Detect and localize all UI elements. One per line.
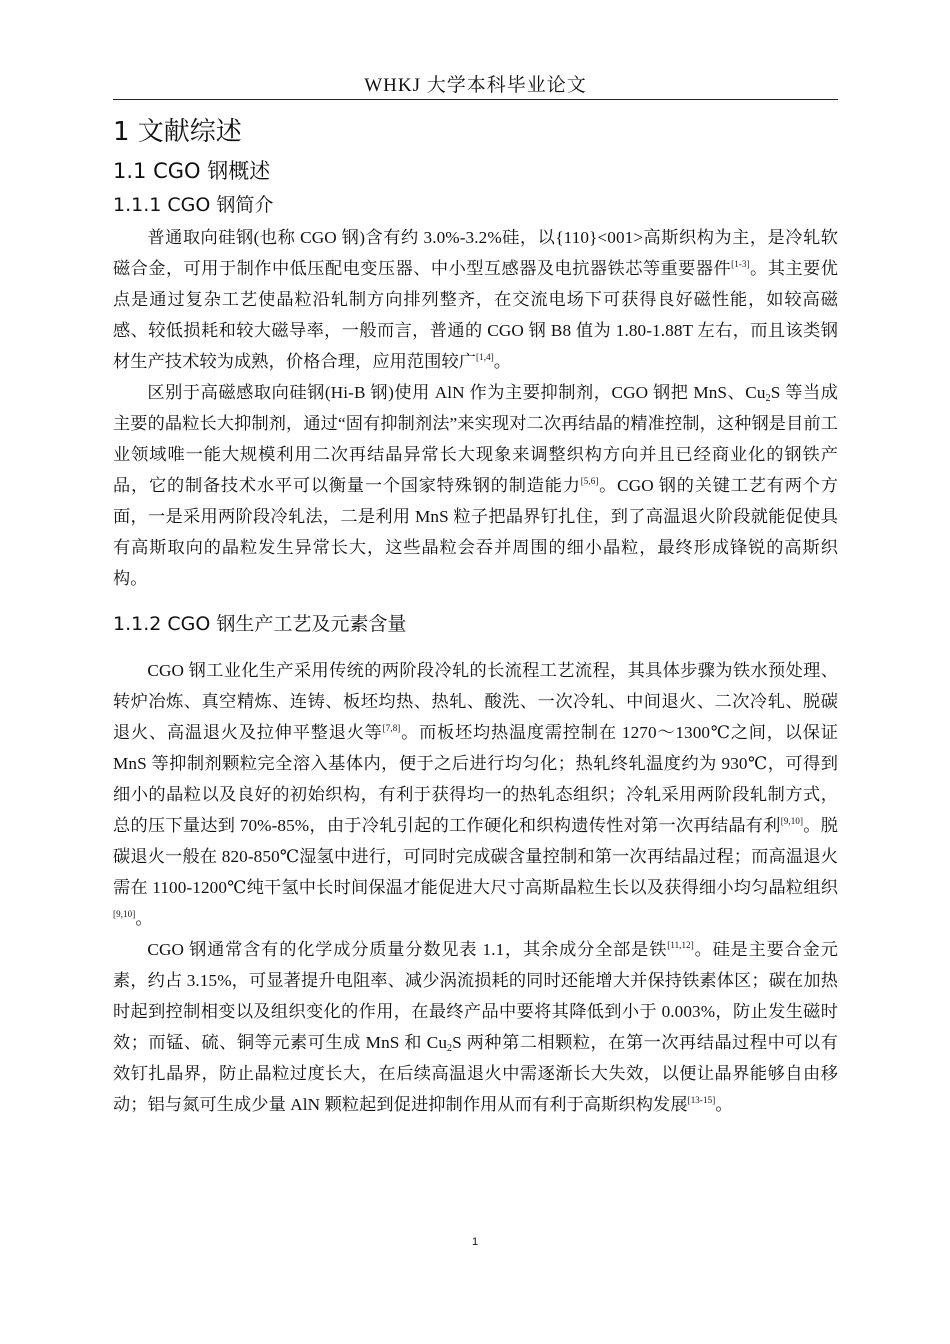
subsection-title-1-1-2: 1.1.2 CGO 钢生产工艺及元素含量 bbox=[113, 613, 407, 635]
citation[interactable]: [1,4] bbox=[476, 352, 494, 362]
citation[interactable]: [9,10] bbox=[780, 816, 804, 826]
citation[interactable]: [5,6] bbox=[580, 476, 599, 486]
section-title-1-1: 1.1 CGO 钢概述 bbox=[113, 159, 271, 183]
paragraph-cgo-intro: 普通取向硅钢(也称 CGO 钢)含有约 3.0%-3.2%硅，以{110}<001>高斯织构为主，是冷轧软磁合金，可用于制作中低压配电变压器、中小型互感器及电抗器铁芯等重要器件[1-3]。其主要优点是通过复杂工艺使晶粒沿轧制方向排列整齐，在交流电场下可获得良好磁性能，如较高磁感、较低损耗和较大磁导率，一般而言，普通的 CGO 钢 B8 值为 1.80-1.88T 左右，而且该类钢材生产技术较为成熟，价格合理，应用范围较广[1,4]。 bbox=[113, 228, 838, 371]
subsection-title-1-1-1: 1.1.1 CGO 钢简介 bbox=[113, 194, 274, 216]
paragraph-composition: CGO 钢通常含有的化学成分质量分数见表 1.1，其余成分全部是铁[11,12]。硅是主要合金元素，约占 3.15%，可显著提升电阻率、减少涡流损耗的同时还能增大并保持铁素体区；碳在加热时起到控制相变以及组织变化的作用，在最终产品中要将其降低到小于 0.003%，防止发生磁时效；而锰、硫、铜等元素可生成 MnS 和 $Cu_2S$ 两种第二相颗粒，在第一次再结晶过程中可以有效钉扎晶界，防止晶粒过度长大，在后续高温退火中需逐渐长大失效，以便让晶界能够自由移动；铝与氮可生成少量 AlN 颗粒起到促进抑制作用从而有利于高斯织构发展[13-15]。 bbox=[113, 940, 838, 1114]
paragraph-cgo-vs-hib: 区别于高磁感取向硅钢(Hi-B 钢)使用 AlN 作为主要抑制剂，CGO 钢把 MnS、$Cu_2S$ 等当成主要的晶粒长大抑制剂，通过“固有抑制剂法”来实现对二次再结晶的精准控制，这种钢是目前工业领域唯一能大规模利用二次再结晶异常长大现象来调整织构方向并且已经商业化的钢铁产品，它的制备技术水平可以衡量一个国家特殊钢的制造能力[5,6]。CGO 钢的关键工艺有两个方面，一是采用两阶段冷轧法，二是利用 MnS 粒子把晶界钉扎住，到了高温退火阶段就能促使具有高斯取向的晶粒发生异常长大，这些晶粒会吞并周围的细小晶粒，最终形成锋锐的高斯织构。 bbox=[113, 383, 838, 588]
paragraph-process: CGO 钢工业化生产采用传统的两阶段冷轧的长流程工艺流程，其具体步骤为铁水预处理、转炉冶炼、真空精炼、连铸、板坯均热、热轧、酸洗、一次冷轧、中间退火、二次冷轧、脱碳退火、高温退火及拉伸平整退火等[7,8]。而板坯均热温度需控制在 1270～1300℃之间，以保证 MnS 等抑制剂颗粒完全溶入基体内，便于之后进行均匀化；热轧终轧温度约为 930℃，可得到细小的晶粒以及良好的初始织构，有利于获得均一的热轧态组织；冷轧采用两阶段轧制方式，总的压下量达到 70%-85%，由于冷轧引起的工作硬化和织构遗传性对第一次再结晶有利[9,10]。脱碳退火一般在 820-850℃湿氢中进行，可同时完成碳含量控制和第一次再结晶过程；而高温退火需在 1100-1200℃纯干氢中长时间保温才能促进大尺寸高斯晶粒生长以及获得细小均匀晶粒组织[9,10]。 bbox=[113, 661, 839, 928]
chapter-title: 1 文献综述 bbox=[113, 117, 242, 147]
running-header: WHKJ 大学本科毕业论文 bbox=[364, 75, 587, 96]
document-body bbox=[113, 112, 838, 1120]
citation[interactable]: [1-3] bbox=[731, 259, 750, 269]
citation[interactable]: [7,8] bbox=[382, 723, 401, 733]
citation[interactable]: [13-15] bbox=[687, 1095, 716, 1105]
page-number: 1 bbox=[471, 1236, 479, 1248]
header-divider bbox=[113, 99, 838, 100]
citation[interactable]: [11,12] bbox=[667, 940, 694, 950]
citation[interactable]: [9,10] bbox=[113, 909, 136, 919]
